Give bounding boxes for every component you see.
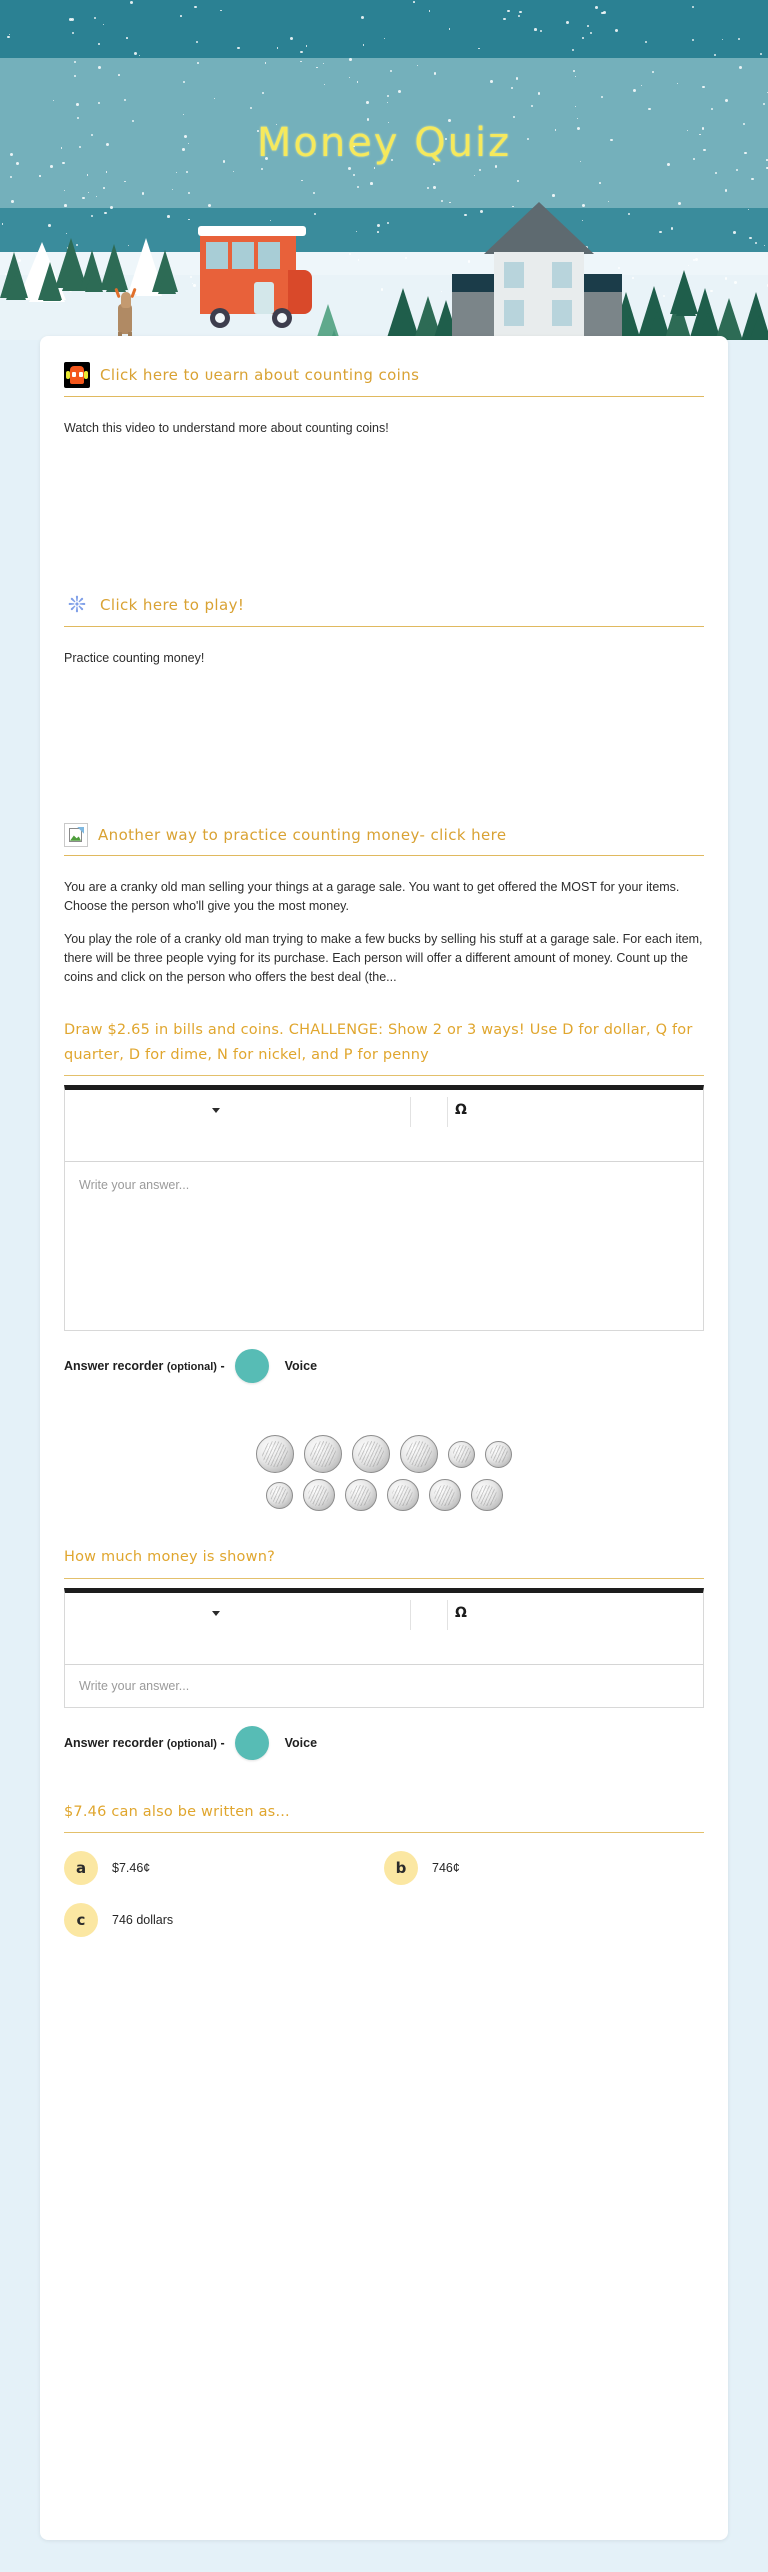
recorder-label: Answer recorder (optional) - [64, 1735, 225, 1750]
question-2 [40, 1545, 728, 1759]
choice-letter[interactable]: a [64, 1851, 98, 1885]
divider [64, 855, 704, 856]
robot-icon [64, 362, 90, 388]
dime-coin [448, 1441, 475, 1468]
nickel-coin [387, 1479, 419, 1511]
choice-option-b[interactable] [384, 1851, 704, 1885]
choice-option-a[interactable] [64, 1851, 384, 1885]
choice-text[interactable]: 746 dollars [112, 1913, 174, 1928]
special-character-icon[interactable]: Ω [455, 1604, 467, 1621]
rich-text-editor[interactable] [64, 1085, 704, 1331]
voice-label: Voice [284, 1359, 318, 1374]
quarter-coin [256, 1435, 294, 1473]
answer-recorder-1 [64, 1349, 704, 1383]
dime-coin [485, 1441, 512, 1468]
link-label[interactable]: Another way to practice counting money- click here [98, 825, 507, 844]
divider [64, 1075, 704, 1076]
nickel-coin [429, 1479, 461, 1511]
question-heading: Draw $2.65 in bills and coins. CHALLENGE: Show 2 or 3 ways! Use D for dollar, Q for quarter, D for dime, N for nickel, and P for penny [64, 1021, 693, 1063]
paragraph: You are a cranky old man selling your things at a garage sale. You want to get offered the MOST for your items. Choose the person who'll give you the most money. [64, 879, 680, 914]
editor-toolbar-row-2 [65, 1637, 703, 1665]
chevron-down-icon[interactable] [212, 1108, 220, 1113]
paragraph: You play the role of a cranky old man trying to make a few bucks by selling his stuff at a garage sale. For each item, there will be three people vying for its purchase. Each person will offer a different amount of money. Count up the coins and click on the person who offers the best deal (the... [64, 931, 703, 985]
editor-toolbar[interactable] [65, 1593, 703, 1637]
divider [64, 1578, 704, 1579]
link-row-play[interactable] [64, 588, 704, 618]
quarter-coin [304, 1435, 342, 1473]
nickel-coin [303, 1479, 335, 1511]
special-character-icon[interactable]: Ω [455, 1102, 467, 1119]
question-heading: $7.46 can also be written as... [64, 1803, 290, 1820]
divider [64, 626, 704, 627]
coin-row [266, 1479, 503, 1511]
question-heading: How much money is shown? [64, 1549, 275, 1566]
question-3 [40, 1800, 728, 2005]
choice-letter[interactable]: b [384, 1851, 418, 1885]
choice-list [64, 1851, 704, 1955]
recorder-label: Answer recorder (optional) - [64, 1359, 225, 1374]
reindeer-icon [108, 288, 142, 340]
choice-letter[interactable]: c [64, 1903, 98, 1937]
dime-coin [266, 1482, 293, 1509]
voice-label: Voice [284, 1735, 318, 1750]
nickel-coin [345, 1479, 377, 1511]
rich-text-editor[interactable] [64, 1588, 704, 1708]
record-button[interactable] [235, 1726, 269, 1760]
broken-image-icon [64, 823, 88, 847]
divider [64, 396, 704, 397]
divider [64, 1832, 704, 1833]
choice-text[interactable]: $7.46¢ [112, 1861, 151, 1876]
link-label[interactable]: Click here to ᴜearn about counting coins [100, 366, 420, 384]
answer-recorder-2 [64, 1726, 704, 1760]
quiz-card [40, 336, 728, 2540]
record-button[interactable] [235, 1349, 269, 1383]
video-embed-placeholder [64, 438, 704, 588]
choice-text[interactable]: 746¢ [432, 1861, 460, 1876]
link-label[interactable]: Click here to play! [100, 596, 245, 615]
coins-image [64, 1435, 704, 1511]
snowflake-icon: ❊ [67, 592, 87, 618]
link-row-counting-coins[interactable] [64, 336, 704, 388]
quarter-coin [352, 1435, 390, 1473]
link-section-1 [40, 336, 728, 588]
link-description: Practice counting money! [64, 651, 205, 666]
editor-toolbar[interactable] [65, 1090, 703, 1134]
question-1 [40, 988, 728, 1512]
answer-input[interactable]: Write your answer... [79, 1678, 190, 1693]
house-icon [452, 202, 622, 340]
camper-van-icon [196, 222, 311, 332]
link-section-3 [40, 819, 728, 988]
nickel-coin [471, 1479, 503, 1511]
link-row-another-practice[interactable] [64, 819, 704, 847]
page-title: Money Quiz [256, 120, 512, 166]
editor-toolbar-row-2 [65, 1134, 703, 1162]
choice-option-c[interactable] [64, 1903, 384, 1937]
game-embed-placeholder [64, 669, 704, 819]
link-section-2 [40, 588, 728, 818]
sky-upper-band [0, 0, 768, 58]
chevron-down-icon[interactable] [212, 1611, 220, 1616]
quarter-coin [400, 1435, 438, 1473]
answer-input[interactable]: Write your answer... [79, 1178, 190, 1193]
link-description: Watch this video to understand more about counting coins! [64, 421, 389, 435]
coin-row [256, 1435, 512, 1473]
hero-banner [0, 0, 768, 340]
card-bottom-padding [64, 1955, 704, 2005]
